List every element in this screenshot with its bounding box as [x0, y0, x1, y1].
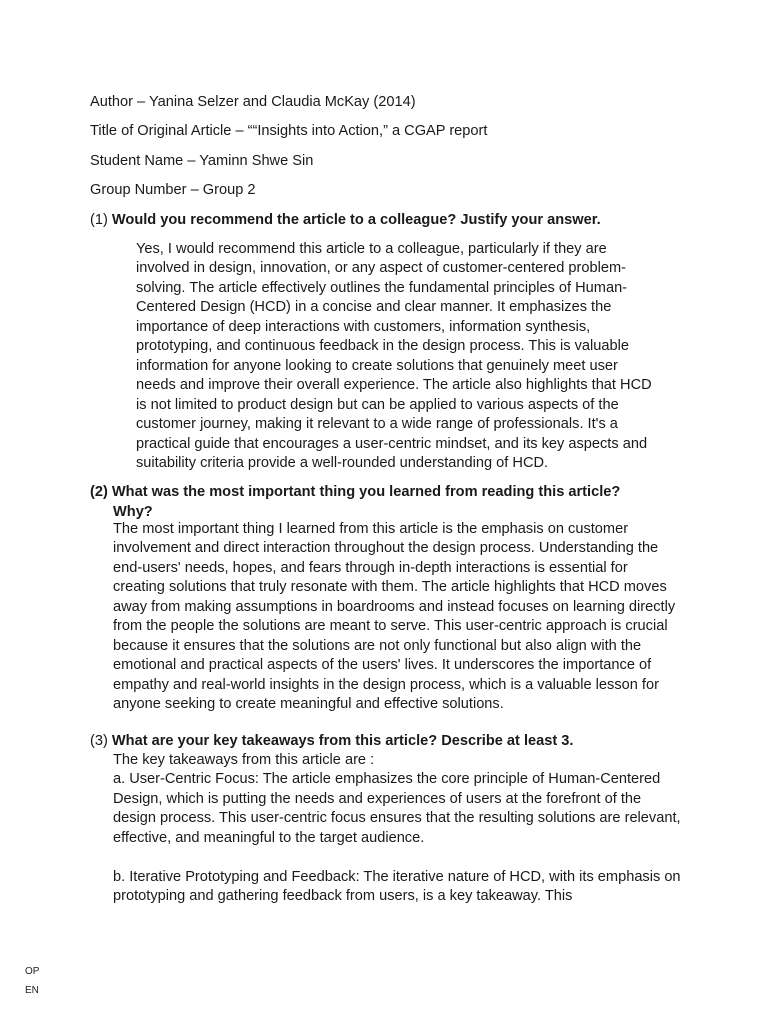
student-name-line: Student Name – Yaminn Shwe Sin: [90, 153, 314, 169]
question-2-heading: [90, 483, 690, 522]
question-3-text: What are your key takeaways from this article? Describe at least 3.: [111, 733, 574, 749]
answer-2-paragraph: The most important thing I learned from this article is the emphasis on customer involvement and direct interaction throughout the design process. Understanding the end-users' needs, hopes, and fears through in-depth interactions is essential for creating solutions that truly resonate with them. The article highlights that HCD moves away from making assumptions in boardrooms and instead focuses on learning directly from the people the solutions are meant to serve. This user-centric approach is crucial because it ensures that the solutions are not only functional but also align with the emotional and practical aspects of the users' lives. It underscores the importance of empathy and real-world insights in the design process, which is a valuable lesson for anyone seeking to create meaningful and effective solutions.: [113, 521, 676, 713]
question-1-number: (1): [90, 212, 108, 228]
answer-3-block: [113, 751, 683, 907]
author-line: Author – Yanina Selzer and Claudia McKay (2014): [90, 94, 416, 110]
answer-1-paragraph: Yes, I would recommend this article to a colleague, particularly if they are involved in design, innovation, or any aspect of customer-centered problem-solving. The article effectively outlines the fundamental principles of Human-Centered Design (HCD) in a concise and clear manner. It emphasizes the importance of deep interactions with customers, information synthesis, prototyping, and continuous feedback in the design process. This is valuable information for anyone looking to create solutions that genuinely meet user needs and improve their overall experience. The article also highlights that HCD is not limited to product design but can be applied to various aspects of the customer journey, making it relevant to a wide range of professionals. It's a practical guide that encourages a user-centric mindset, and its key aspects and suitability criteria provide a well-rounded understanding of HCD.: [136, 241, 652, 471]
takeaway-b: b. Iterative Prototyping and Feedback: The iterative nature of HCD, with its emphasis on prototyping and gathering feedback from users, is a key takeaway. This: [113, 868, 681, 905]
article-title-line: Title of Original Article – ““Insights into Action,” a CGAP report: [90, 123, 488, 139]
takeaway-a: a. User-Centric Focus: The article emphasizes the core principle of Human-Centered Design, which is putting the needs and experiences of users at the forefront of the design process. This user-centric focus ensures that the resulting solutions are relevant, effective, and meaningful to the target audience.: [113, 771, 681, 846]
question-3-heading: [90, 732, 690, 752]
group-number-line: Group Number – Group 2: [90, 182, 256, 198]
footer-label-2: EN: [25, 985, 39, 996]
question-1-heading: [90, 211, 690, 231]
question-2-line-2: Why?: [113, 503, 153, 520]
footer-label-1: OP: [25, 966, 40, 977]
question-1-text: Would you recommend the article to a colleague? Justify your answer.: [111, 212, 601, 228]
question-2-line-1: (2) What was the most important thing you learned from reading this article?: [90, 484, 621, 500]
question-3-number: (3): [90, 733, 108, 749]
answer-3-intro: The key takeaways from this article are :: [113, 752, 375, 768]
